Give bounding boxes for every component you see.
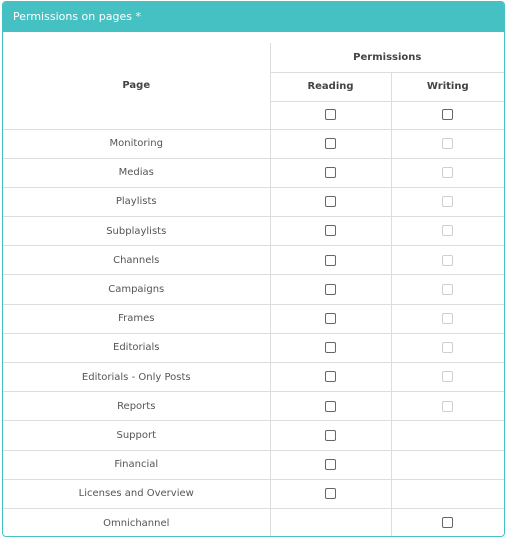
reading-checkbox[interactable] xyxy=(325,459,336,470)
reading-cell xyxy=(270,187,391,216)
table-row xyxy=(3,450,504,479)
page-label: Editorials - Only Posts xyxy=(3,363,270,392)
table-row xyxy=(3,421,504,450)
permissions-panel xyxy=(2,1,505,537)
reading-cell xyxy=(270,421,391,450)
table-row xyxy=(3,187,504,216)
page-label: Frames xyxy=(3,304,270,333)
writing-cell xyxy=(391,129,504,158)
writing-checkbox xyxy=(442,225,453,236)
reading-checkbox[interactable] xyxy=(325,196,336,207)
reading-checkbox[interactable] xyxy=(325,313,336,324)
writing-cell xyxy=(391,158,504,187)
writing-checkbox xyxy=(442,342,453,353)
writing-checkbox xyxy=(442,255,453,266)
writing-cell xyxy=(391,479,504,508)
reading-checkbox[interactable] xyxy=(325,430,336,441)
reading-checkbox[interactable] xyxy=(325,488,336,499)
page-label: Omnichannel xyxy=(3,508,270,537)
table-row xyxy=(3,333,504,362)
writing-cell xyxy=(391,187,504,216)
table-row xyxy=(3,246,504,275)
table-row xyxy=(3,158,504,187)
page-label: Financial xyxy=(3,450,270,479)
reading-checkbox[interactable] xyxy=(325,401,336,412)
reading-checkbox[interactable] xyxy=(325,371,336,382)
reading-cell xyxy=(270,363,391,392)
page-label: Reports xyxy=(3,392,270,421)
writing-checkbox xyxy=(442,371,453,382)
writing-cell xyxy=(391,304,504,333)
page-label: Channels xyxy=(3,246,270,275)
page-label: Support xyxy=(3,421,270,450)
writing-checkbox xyxy=(442,167,453,178)
writing-checkbox xyxy=(442,138,453,149)
writing-cell xyxy=(391,246,504,275)
permissions-column-header: Permissions xyxy=(270,43,504,72)
reading-cell xyxy=(270,158,391,187)
page-label: Licenses and Overview xyxy=(3,479,270,508)
writing-checkbox[interactable] xyxy=(442,517,453,528)
page-label: Editorials xyxy=(3,333,270,362)
reading-cell xyxy=(270,275,391,304)
reading-cell xyxy=(270,508,391,537)
reading-checkbox[interactable] xyxy=(325,167,336,178)
table-row xyxy=(3,304,504,333)
writing-checkbox xyxy=(442,313,453,324)
reading-cell xyxy=(270,479,391,508)
table-row xyxy=(3,363,504,392)
reading-checkbox[interactable] xyxy=(325,342,336,353)
writing-cell xyxy=(391,421,504,450)
table-row xyxy=(3,217,504,246)
select-all-writing-checkbox[interactable] xyxy=(442,109,453,120)
reading-cell xyxy=(270,450,391,479)
writing-checkbox xyxy=(442,196,453,207)
reading-cell xyxy=(270,129,391,158)
table-row xyxy=(3,479,504,508)
table-row xyxy=(3,275,504,304)
writing-cell xyxy=(391,508,504,537)
writing-cell xyxy=(391,275,504,304)
reading-checkbox[interactable] xyxy=(325,255,336,266)
page-label: Monitoring xyxy=(3,129,270,158)
writing-cell xyxy=(391,217,504,246)
reading-cell xyxy=(270,392,391,421)
reading-checkbox[interactable] xyxy=(325,284,336,295)
page-label: Subplaylists xyxy=(3,217,270,246)
reading-cell xyxy=(270,304,391,333)
writing-cell xyxy=(391,450,504,479)
reading-checkbox[interactable] xyxy=(325,225,336,236)
writing-cell xyxy=(391,392,504,421)
table-row xyxy=(3,508,504,537)
writing-checkbox xyxy=(442,284,453,295)
reading-cell xyxy=(270,333,391,362)
page-label: Medias xyxy=(3,158,270,187)
panel-title: Permissions on pages * xyxy=(3,2,504,32)
select-all-reading-checkbox[interactable] xyxy=(325,109,336,120)
page-label: Campaigns xyxy=(3,275,270,304)
table-row xyxy=(3,392,504,421)
reading-cell xyxy=(270,217,391,246)
reading-checkbox[interactable] xyxy=(325,138,336,149)
permissions-table xyxy=(3,43,504,537)
writing-checkbox xyxy=(442,401,453,412)
reading-cell xyxy=(270,246,391,275)
reading-column-header: Reading xyxy=(270,72,391,101)
page-label: Playlists xyxy=(3,187,270,216)
page-column-header: Page xyxy=(3,43,270,129)
writing-cell xyxy=(391,333,504,362)
table-row xyxy=(3,129,504,158)
writing-column-header: Writing xyxy=(391,72,504,101)
writing-cell xyxy=(391,363,504,392)
